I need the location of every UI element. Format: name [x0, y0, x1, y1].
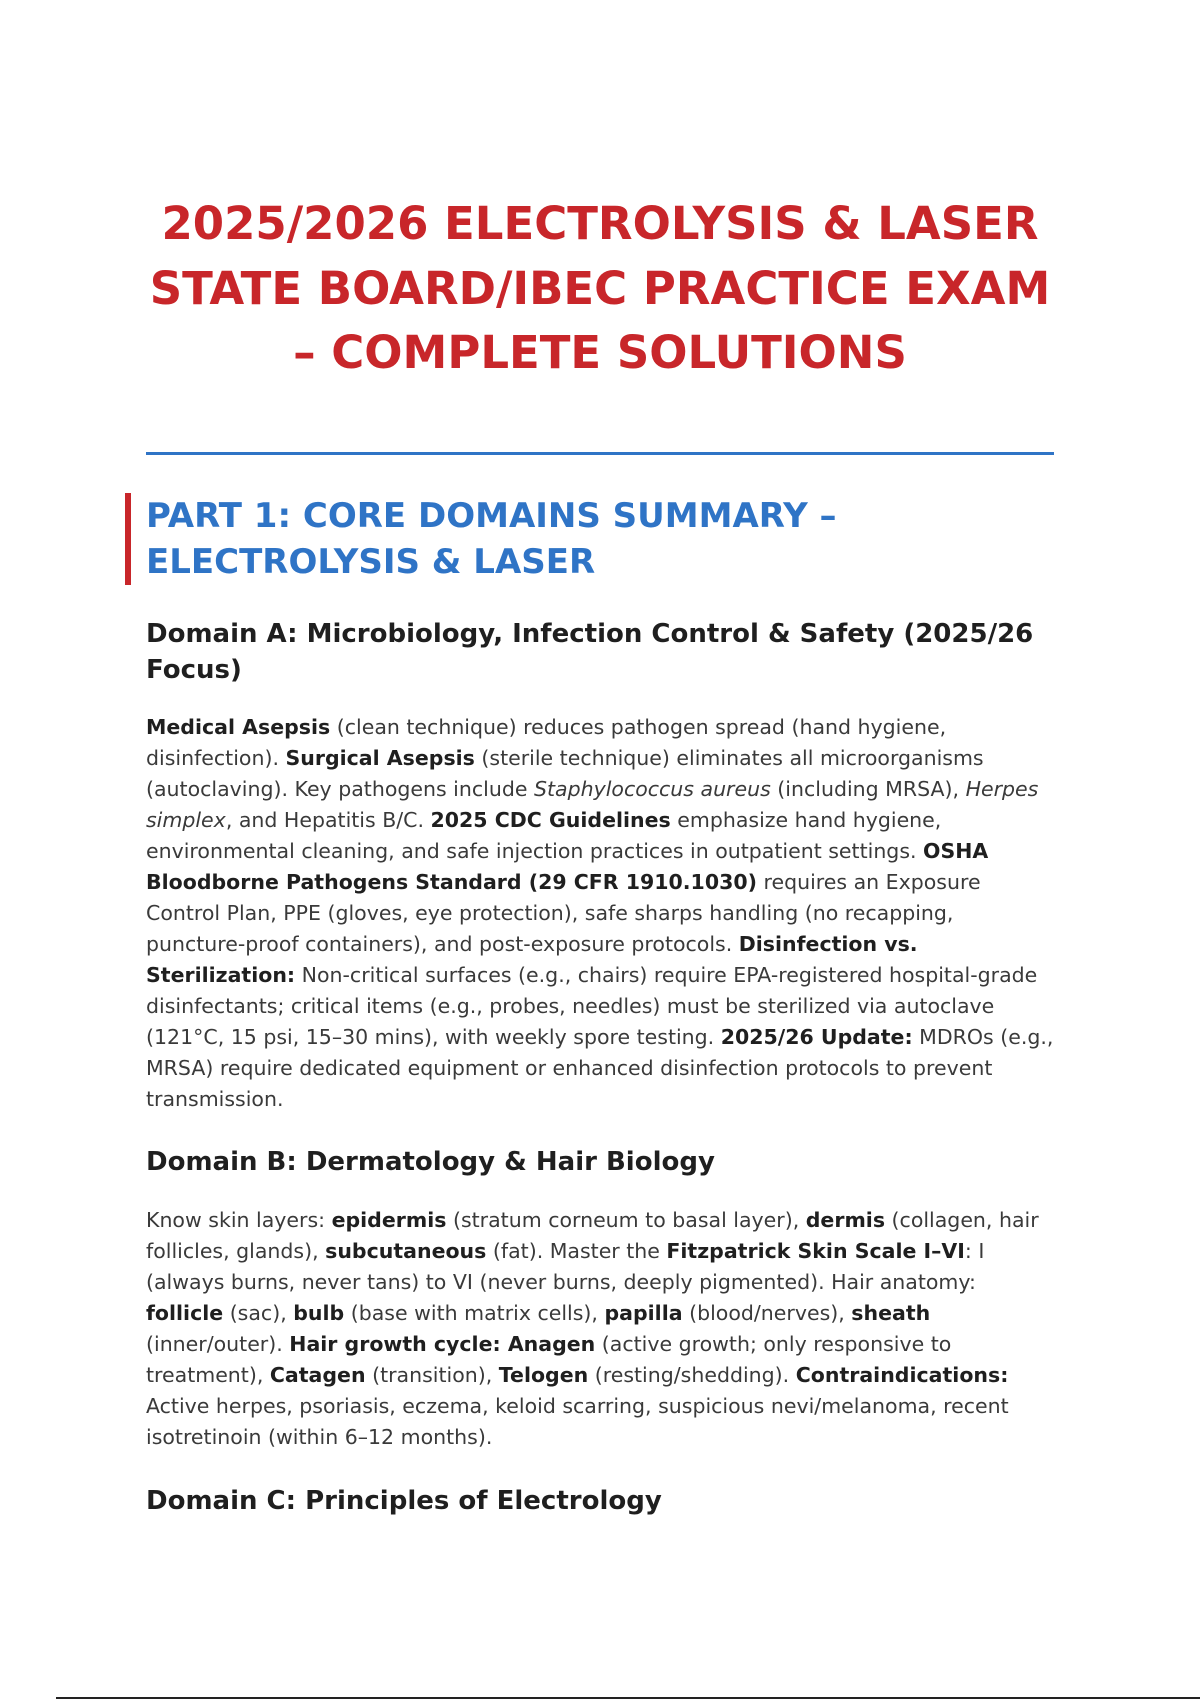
bold-term: Disinfection vs. Sterilization:: [146, 932, 918, 987]
bold-term: epidermis: [331, 1208, 447, 1232]
bold-term: Catagen: [269, 1363, 366, 1387]
bold-term: Hair growth cycle: Anagen: [289, 1332, 596, 1356]
bold-term: Medical Asepsis: [146, 715, 331, 739]
domain-c-heading: Domain C: Principles of Electrology: [146, 1486, 662, 1516]
bold-term: subcutaneous: [325, 1239, 487, 1263]
bold-term: 2025 CDC Guidelines: [430, 808, 671, 832]
domain-a-paragraph: Medical Asepsis (clean technique) reduces pathogen spread (hand hygiene, disinfection). Surgical Asepsis (sterile technique) eliminates all microorganisms (autoclaving). Key pathogens include Staphylococcus aureus (including MRSA), Herpes simplex, and Hepatitis B/C. 2025 CDC Guidelines emphasize hand hygiene, environmental cleaning, and safe injection practices in outpatient settings. OSHA Bloodborne Pathogens Standard (29 CFR 1910.1030) requires an Exposure Control Plan, PPE (gloves, eye protection), safe sharps handling (no recapping, puncture-proof containers), and post-exposure protocols. Disinfection vs. Sterilization: Non-critical surfaces (e.g., chairs) require EPA-registered hospital-grade disinfectants; critical items (e.g., probes, needles) must be sterilized via autoclave (121°C, 15 psi, 15–30 mins), with weekly spore testing. 2025/26 Update: MDROs (e.g., MRSA) require dedicated equipment or enhanced disinfection protocols to prevent transmission.: [146, 715, 1054, 1111]
bold-term: Fitzpatrick Skin Scale I–VI: [666, 1239, 965, 1263]
italic-term: Staphylococcus aureus: [533, 777, 771, 801]
bold-term: dermis: [805, 1208, 886, 1232]
bold-term: Telogen: [498, 1363, 589, 1387]
bold-term: papilla: [604, 1301, 683, 1325]
domain-b-paragraph: Know skin layers: epidermis (stratum corneum to basal layer), dermis (collagen, hair follicles, glands), subcutaneous (fat). Master the Fitzpatrick Skin Scale I–VI: I (always burns, never tans) to VI (never burns, deeply pigmented). Hair anatomy: follicle (sac), bulb (base with matrix cells), papilla (blood/nerves), sheath (inner/outer). Hair growth cycle: Anagen (active growth; only responsive to treatment), Catagen (transition), Telogen (resting/shedding). Contraindications: Active herpes, psoriasis, eczema, keloid scarring, suspicious nevi/melanoma, recent isotretinoin (within 6–12 months).: [146, 1208, 1039, 1449]
part-heading-block: [125, 493, 1054, 585]
italic-term: Herpes simplex: [146, 777, 1039, 832]
part-heading: PART 1: CORE DOMAINS SUMMARY – ELECTROLYSIS & LASER: [146, 496, 837, 582]
document-title: 2025/2026 ELECTROLYSIS & LASER STATE BOARD/IBEC PRACTICE EXAM – COMPLETE SOLUTIONS: [149, 197, 1051, 379]
bold-term: 2025/26 Update:: [720, 1025, 913, 1049]
title-divider: [146, 452, 1054, 455]
bold-term: sheath: [851, 1301, 931, 1325]
domain-b-heading: Domain B: Dermatology & Hair Biology: [146, 1147, 715, 1177]
bold-term: follicle: [146, 1301, 224, 1325]
footer-divider: [56, 1697, 1200, 1699]
bold-term: Contraindications:: [795, 1363, 1009, 1387]
bold-term: Surgical Asepsis: [285, 746, 475, 770]
domain-a-heading: Domain A: Microbiology, Infection Control & Safety (2025/26 Focus): [146, 619, 1034, 685]
bold-term: OSHA Bloodborne Pathogens Standard (29 CFR 1910.1030): [146, 839, 989, 894]
bold-term: bulb: [293, 1301, 345, 1325]
